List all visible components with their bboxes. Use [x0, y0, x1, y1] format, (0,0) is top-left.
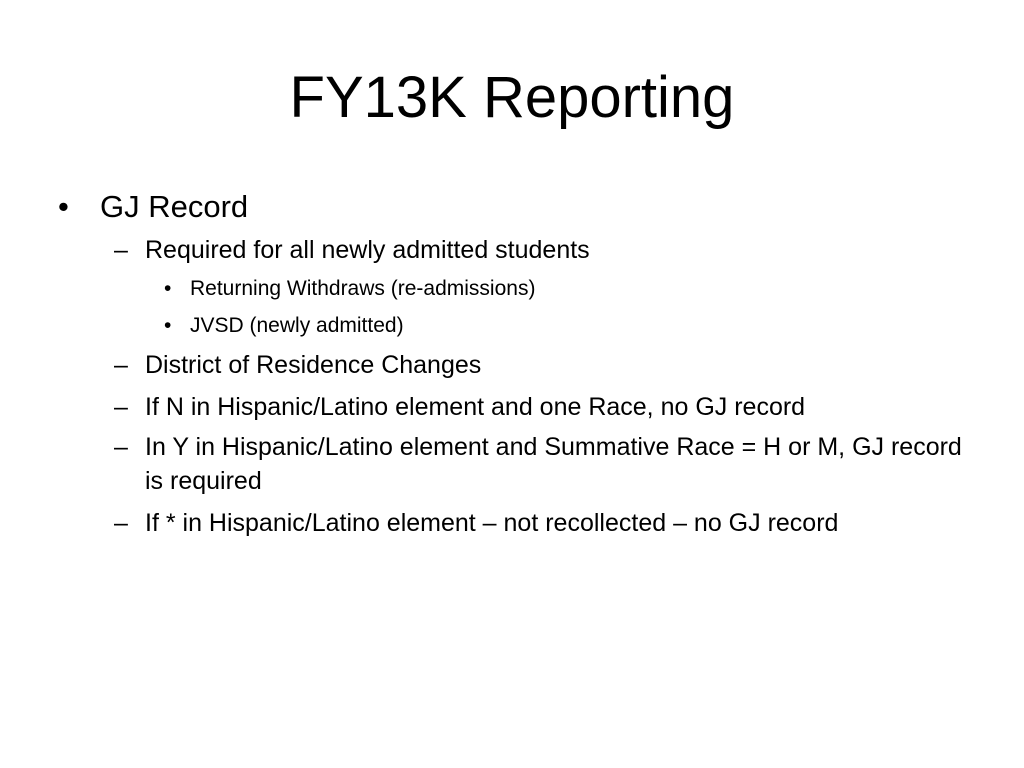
bullet-text: Required for all newly admitted students: [145, 236, 590, 264]
dash-marker: –: [114, 433, 128, 461]
bullet-text: If N in Hispanic/Latino element and one Race, no GJ record: [145, 393, 806, 421]
dash-marker: –: [114, 509, 128, 537]
dash-marker: –: [114, 236, 128, 264]
bullet-text: GJ Record: [100, 189, 249, 224]
dash-marker: –: [114, 393, 128, 421]
bullet-text: In Y in Hispanic/Latino element and Summative Race = H or M, GJ record is required: [145, 433, 962, 495]
bullet-text: District of Residence Changes: [145, 351, 482, 379]
dash-marker: –: [114, 351, 128, 379]
bullet-text: Returning Withdraws (re-admissions): [190, 277, 536, 300]
bullet-marker: •: [58, 189, 69, 224]
bullet-text: If * in Hispanic/Latino element – not recollected – no GJ record: [145, 509, 839, 537]
slide-title: FY13K Reporting: [289, 65, 735, 130]
bullet-marker: •: [164, 314, 172, 337]
bullet-marker: •: [164, 277, 172, 300]
bullet-text: JVSD (newly admitted): [190, 314, 404, 337]
